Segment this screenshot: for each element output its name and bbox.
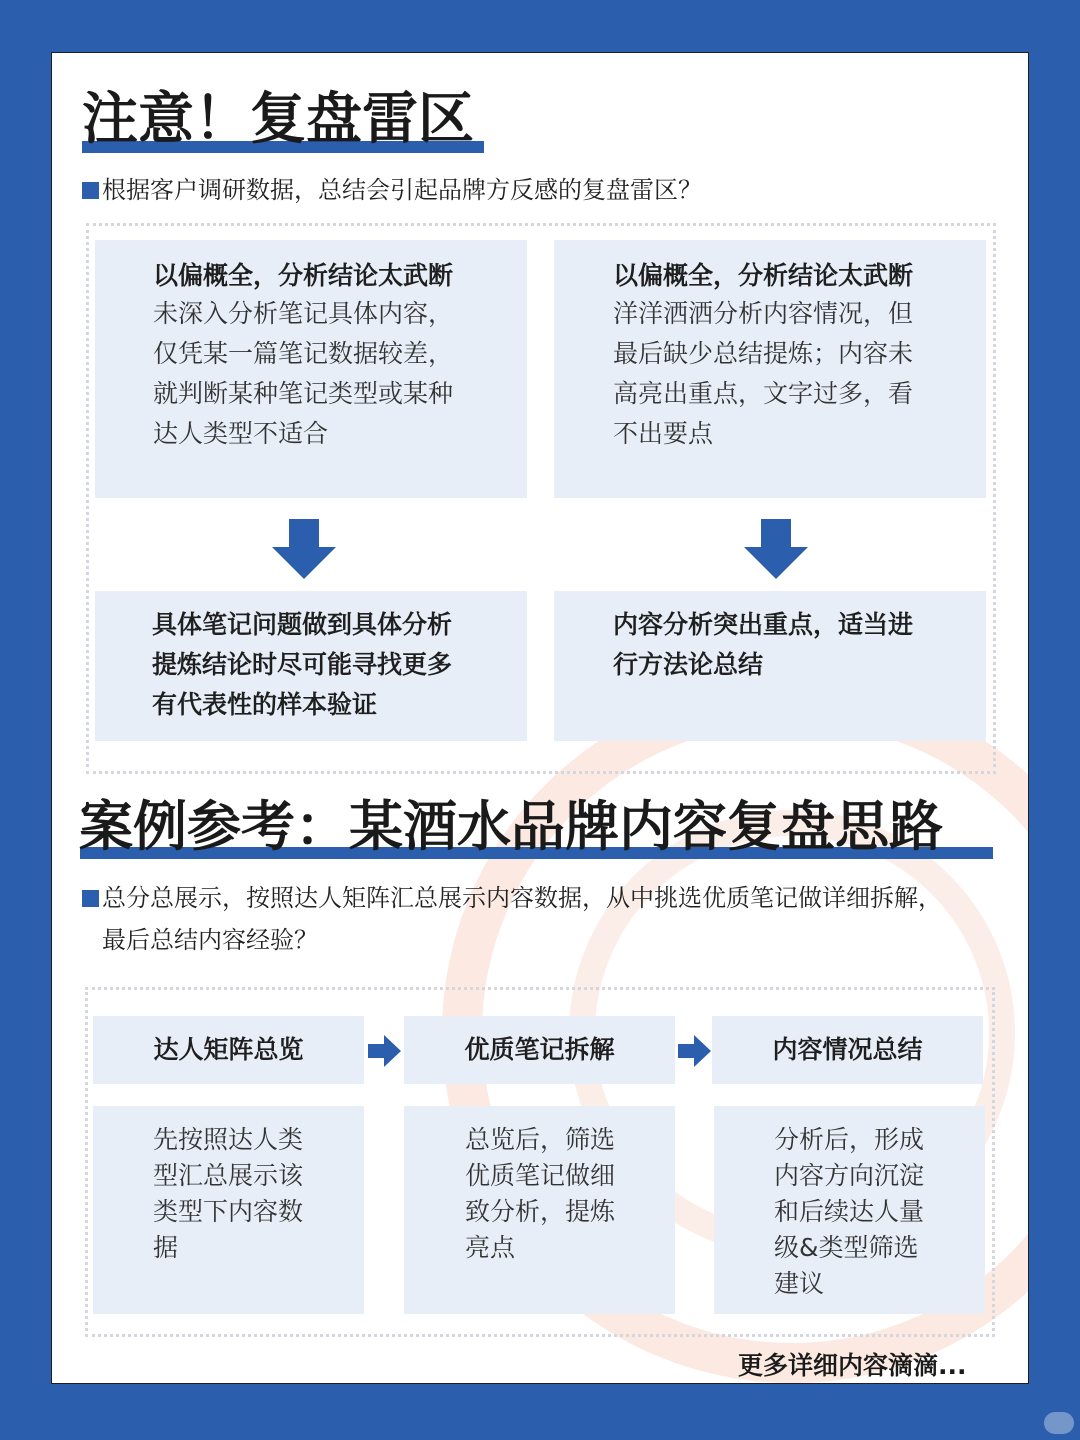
step-body-text: [774, 1122, 924, 1302]
text-line: 内容方向沉淀: [774, 1161, 925, 1190]
step-body-text: [153, 1122, 303, 1266]
section1-intro-text: 根据客户调研数据，总结会引起品牌方反感的复盘雷区？: [102, 176, 702, 204]
text-line: 亮点: [465, 1233, 516, 1262]
text-line: 类型下内容数: [153, 1197, 304, 1226]
section2-intro: [82, 877, 942, 961]
text-line: 致分析，提炼: [465, 1197, 616, 1226]
step-header-2: 优质笔记拆解: [404, 1016, 675, 1084]
right-arrow-icon: [678, 1035, 712, 1067]
text-line: 未深入分析笔记具体内容，: [153, 299, 454, 328]
text-line: 和后续达人量: [774, 1197, 925, 1226]
text-line: 不出要点: [613, 419, 714, 448]
text-line: 就判断某种笔记类型或某种: [153, 379, 454, 408]
text-line: 据: [153, 1233, 179, 1262]
text-line: 最后缺少总结提炼；内容未: [613, 339, 914, 368]
step-body-3: [714, 1106, 985, 1314]
solution-card-text: [613, 605, 913, 685]
section1-title: 注意！复盘雷区: [82, 87, 474, 152]
footer-more-text: 更多详细内容滴滴...: [738, 1351, 967, 1380]
pitfall-card-title: 以偏概全，分析结论太武断: [153, 261, 454, 290]
text-line: 总览后，筛选: [465, 1125, 616, 1154]
section2-intro-text: 总分总展示，按照达人矩阵汇总展示内容数据，从中挑选优质笔记做详细拆解，: [102, 884, 942, 912]
text-line: 行方法论总结: [613, 650, 764, 679]
section1-intro: [82, 169, 702, 211]
pitfall-card-text: [613, 294, 913, 454]
solution-card-1: [95, 591, 527, 741]
text-line: 优质笔记做细: [465, 1161, 616, 1190]
text-line: 级&类型筛选: [774, 1233, 919, 1262]
text-line: 达人类型不适合: [153, 419, 329, 448]
bullet-square-icon: [82, 182, 99, 199]
pitfall-card-1: [95, 240, 527, 498]
poster-card: [51, 52, 1029, 1384]
section2-title: 案例参考：某酒水品牌内容复盘思路: [79, 795, 943, 858]
right-arrow-icon: [368, 1035, 402, 1067]
text-line: 有代表性的样本验证: [152, 690, 378, 719]
step-body-1: [93, 1106, 364, 1314]
step-body-text: [465, 1122, 615, 1266]
section2-intro-text: 最后总结内容经验？: [102, 926, 318, 954]
text-line: 洋洋洒洒分析内容情况，但: [613, 299, 914, 328]
pitfall-card-text: [153, 294, 453, 454]
text-line: 高亮出重点，文字过多，看: [613, 379, 914, 408]
down-arrow-icon: [270, 519, 338, 581]
text-line: 建议: [774, 1269, 825, 1298]
bullet-square-icon: [82, 890, 99, 907]
text-line: 提炼结论时尽可能寻找更多: [152, 650, 453, 679]
text-line: 先按照达人类: [153, 1125, 304, 1154]
pitfall-card-2: [554, 240, 986, 498]
text-line: 仅凭某一篇笔记数据较差，: [153, 339, 454, 368]
step-header-1: 达人矩阵总览: [93, 1016, 364, 1084]
down-arrow-icon: [742, 519, 810, 581]
solution-card-text: [152, 605, 452, 725]
pitfall-card-title: 以偏概全，分析结论太武断: [613, 261, 914, 290]
step-body-2: [404, 1106, 675, 1314]
corner-badge: [1044, 1412, 1074, 1434]
solution-card-2: [554, 591, 986, 741]
text-line: 具体笔记问题做到具体分析: [152, 610, 453, 639]
step-header-3: 内容情况总结: [712, 1016, 983, 1084]
text-line: 型汇总展示该: [153, 1161, 304, 1190]
text-line: 内容分析突出重点，适当进: [613, 610, 914, 639]
text-line: 分析后，形成: [774, 1125, 925, 1154]
